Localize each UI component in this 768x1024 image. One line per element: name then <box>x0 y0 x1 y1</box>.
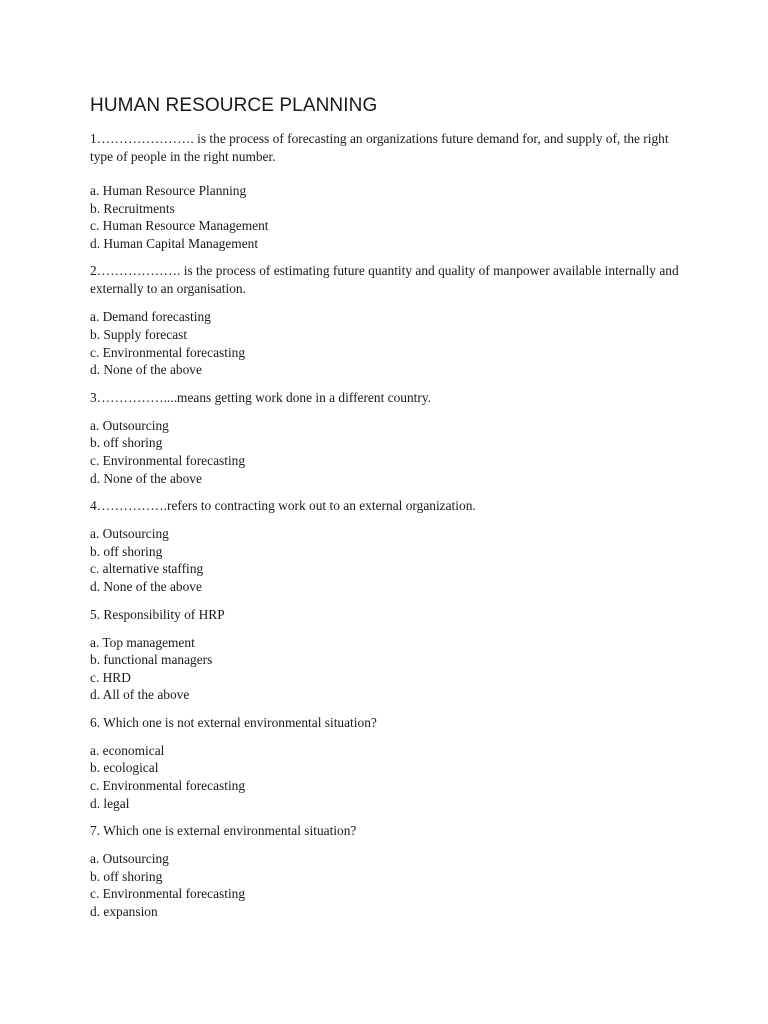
options-list <box>90 634 690 704</box>
option-c: c. alternative staffing <box>90 561 204 577</box>
option-b: b. off shoring <box>90 868 163 884</box>
question-text: 7. Which one is external environmental situation? <box>90 823 357 839</box>
option-a: a. Outsourcing <box>90 417 169 433</box>
option-c: c. Environmental forecasting <box>90 778 246 794</box>
option-a: a. Human Resource Planning <box>90 183 247 198</box>
question-block-5 <box>90 606 690 704</box>
question-block-1 <box>90 130 690 252</box>
option-b: b. Supply forecast <box>90 326 188 342</box>
question-text: 4…………….refers to contracting work out to an external organization. <box>90 498 476 514</box>
option-b: b. functional managers <box>90 652 213 668</box>
question-block-4 <box>90 497 690 595</box>
question-block-6 <box>90 714 690 812</box>
question-text: 6. Which one is not external environmental situation? <box>90 714 377 730</box>
options-list <box>90 308 690 378</box>
question-text: 5. Responsibility of HRP <box>90 606 225 622</box>
option-c: c. HRD <box>90 669 131 685</box>
options-list <box>90 525 690 595</box>
document-page <box>90 94 690 931</box>
options-list <box>90 417 690 487</box>
option-a: a. economical <box>90 742 165 758</box>
option-c: c. Environmental forecasting <box>90 344 246 360</box>
options-list <box>90 182 690 252</box>
question-block-3 <box>90 389 690 487</box>
option-b: b. off shoring <box>90 543 163 559</box>
option-a: a. Outsourcing <box>90 851 169 867</box>
options-list <box>90 742 690 812</box>
option-d: d. None of the above <box>90 362 202 378</box>
option-c: c. Environmental forecasting <box>90 452 246 468</box>
document-title: HUMAN RESOURCE PLANNING <box>90 95 378 116</box>
option-a: a. Demand forecasting <box>90 309 211 325</box>
option-c: c. Human Resource Management <box>90 218 269 234</box>
option-b: b. ecological <box>90 760 159 776</box>
option-c: c. Environmental forecasting <box>90 886 246 902</box>
option-a: a. Top management <box>90 634 195 650</box>
question-block-2 <box>90 262 690 378</box>
option-b: b. Recruitments <box>90 200 175 216</box>
question-text: 2………………. is the process of estimating future quantity and quality of manpower available internally and externally to an organisation. <box>90 263 679 297</box>
question-text: 3……………....means getting work done in a different country. <box>90 389 432 405</box>
question-block-7 <box>90 822 690 920</box>
option-d: d. All of the above <box>90 687 190 703</box>
options-list <box>90 850 690 920</box>
option-d: d. Human Capital Management <box>90 235 259 251</box>
question-text: 1…………………. is the process of forecasting an organizations future demand for, and supply of, the right type of people in the right number. <box>90 131 669 164</box>
option-d: d. legal <box>90 795 130 811</box>
option-d: d. None of the above <box>90 470 202 486</box>
option-a: a. Outsourcing <box>90 526 169 542</box>
option-b: b. off shoring <box>90 435 163 451</box>
option-d: d. expansion <box>90 904 158 920</box>
option-d: d. None of the above <box>90 578 202 594</box>
